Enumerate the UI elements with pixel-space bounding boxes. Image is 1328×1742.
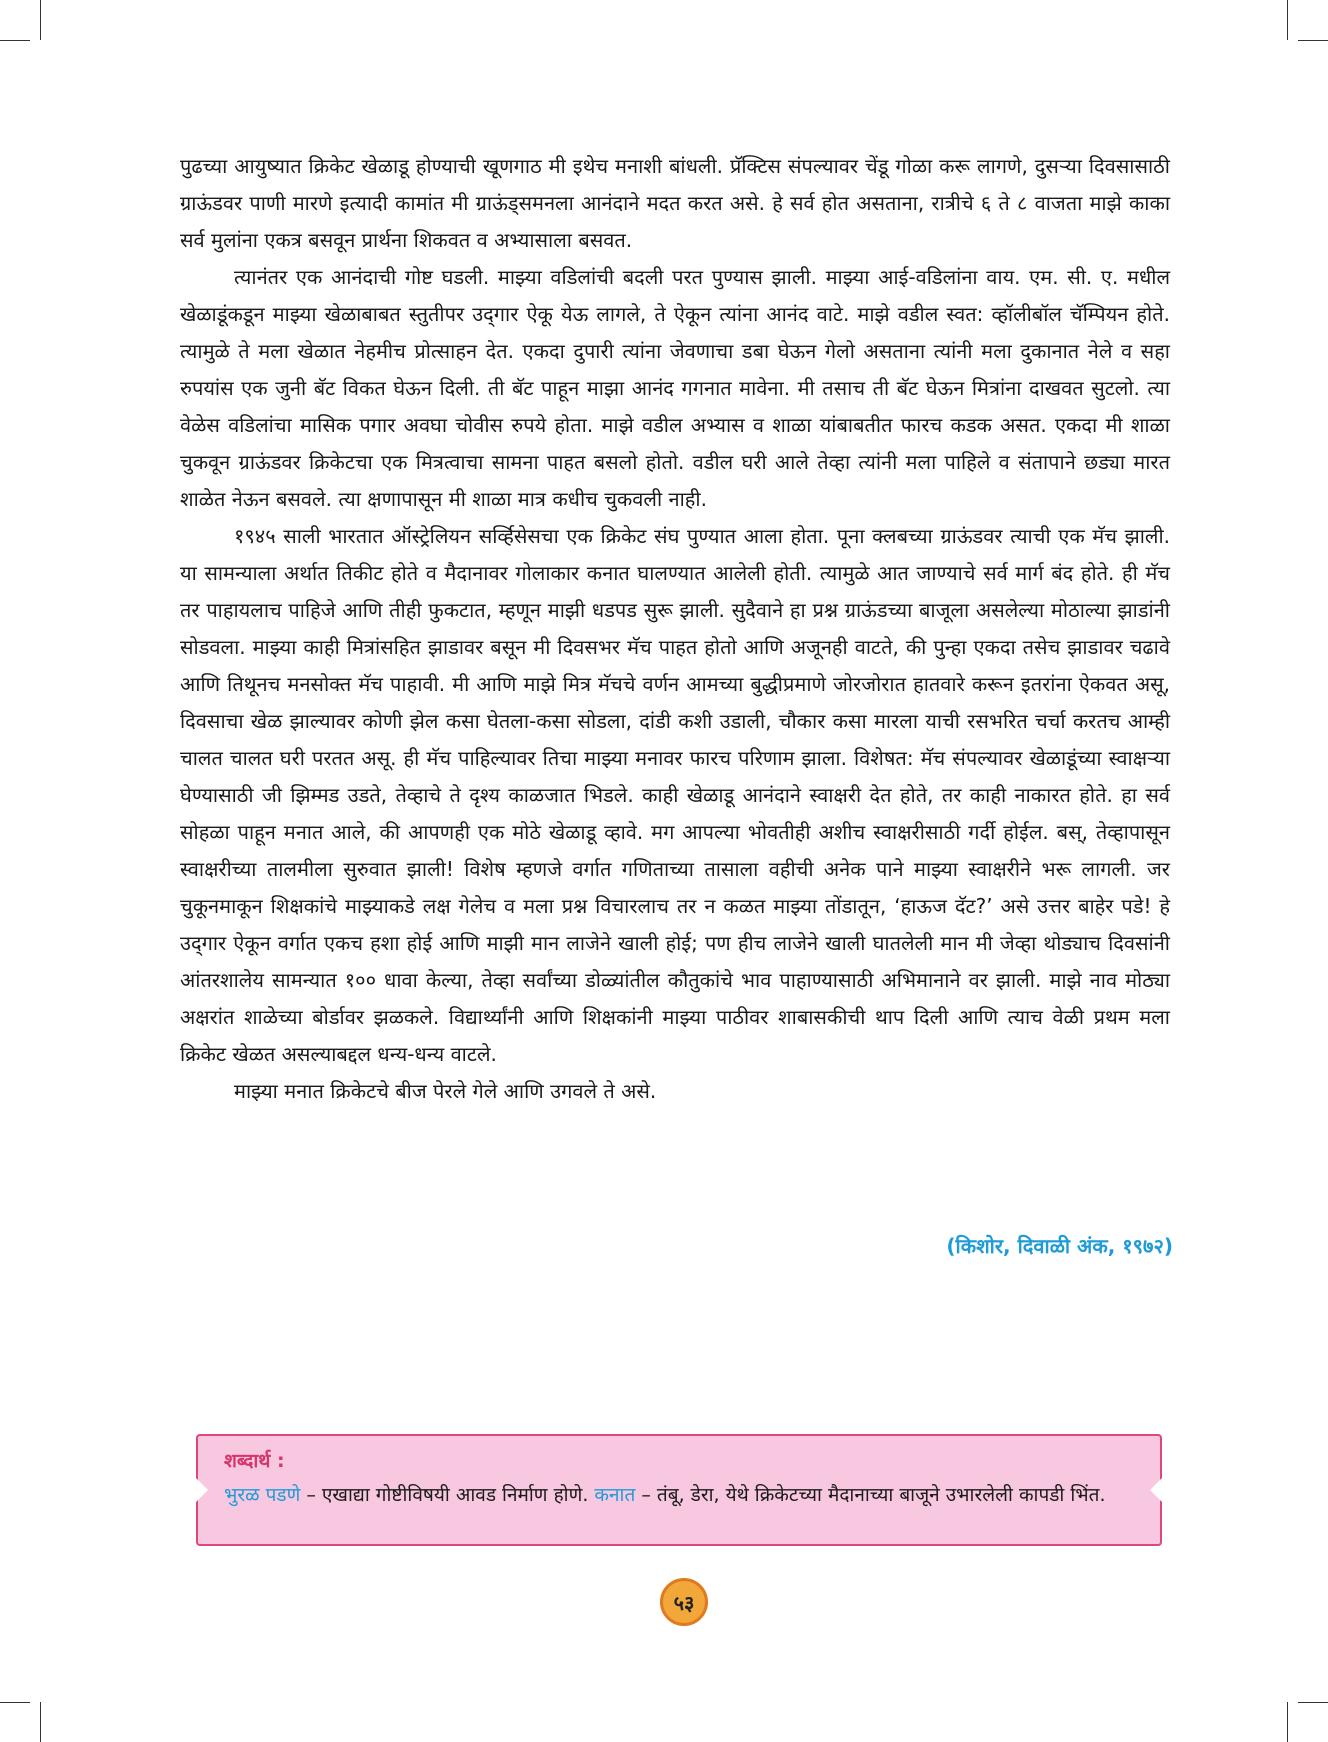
page-number-badge: ५३	[660, 1578, 708, 1626]
source-citation: (किशोर, दिवाळी अंक, १९७२)	[946, 1234, 1173, 1258]
glossary-entries	[224, 1478, 1134, 1512]
glossary-term: कनात	[594, 1484, 636, 1506]
paragraph: माझ्या मनात क्रिकेटचे बीज पेरले गेले आणि उगवले ते असे.	[234, 1079, 657, 1103]
crop-mark	[0, 1702, 30, 1703]
crop-mark	[40, 0, 41, 40]
crop-mark	[1287, 0, 1288, 40]
paragraph: त्यानंतर एक आनंदाची गोष्ट घडली. माझ्या वडिलांची बदली परत पुण्यास झाली. माझ्या आई-वडिलांना वाय. एम. सी. ए. मधील खेळाडूंकडून माझ्या खेळाबाबत स्तुतीपर उद्‌गार ऐकू येऊ लागले, ते ऐकून त्यांना आनंद वाटे. माझे वडील स्वत: व्हॉलीबॉल चॅम्पियन होते. त्यामुळे ते मला खेळात नेहमीच प्रोत्साहन देत. एकदा दुपारी त्यांना जेवणाचा डबा घेऊन गेलो असताना त्यांनी मला दुकानात नेले व सहा रुपयांस एक जुनी बॅट विकत घेऊन दिली. ती बॅट पाहून माझा आनंद गगनात मावेना. मी तसाच ती बॅट घेऊन मित्रांना दाखवत सुटलो. त्या वेळेस वडिलांचा मासिक पगार अवघा चोवीस रुपये होता. माझे वडील अभ्यास व शाळा यांबाबतीत फारच कडक असत. एकदा मी शाळा चुकवून ग्राऊंडवर क्रिकेटचा एक मित्रत्वाचा सामना पाहत बसलो होतो. वडील घरी आले तेव्हा त्यांनी मला पाहिले व संतापाने छड्या मारत शाळेत नेऊन बसवले. त्या क्षणापासून मी शाळा मात्र कधीच चुकवली नाही.	[180, 265, 1170, 511]
glossary-notch	[196, 1478, 208, 1502]
crop-mark	[0, 40, 30, 41]
glossary-definition: – एखाद्या गोष्टीविषयी आवड निर्माण होणे.	[300, 1484, 595, 1506]
crop-mark	[1298, 40, 1328, 41]
crop-mark	[40, 1702, 41, 1742]
glossary-definition: – तंबू, डेरा, येथे क्रिकेटच्या मैदानाच्या बाजूने उभारलेली कापडी भिंत.	[635, 1484, 1106, 1506]
crop-mark	[1287, 1702, 1288, 1742]
body-text	[180, 148, 1170, 1110]
paragraph: पुढच्या आयुष्यात क्रिकेट खेळाडू होण्याची खूणगाठ मी इथेच मनाशी बांधली. प्रॅक्टिस संपल्यावर चेंडू गोळा करू लागणे, दुसऱ्या दिवसासाठी ग्राऊंडवर पाणी मारणे इत्यादी कामांत मी ग्राऊंड्समनला आनंदाने मदत करत असे. हे सर्व होत असताना, रात्रीचे ६ ते ८ वाजता माझे काका सर्व मुलांना एकत्र बसवून प्रार्थना शिकवत व अभ्यासाला बसवत.	[180, 154, 1170, 252]
glossary-title: शब्दार्थ :	[224, 1450, 285, 1472]
glossary-box	[196, 1434, 1162, 1546]
glossary-term: भुरळ पडणे	[224, 1484, 301, 1506]
paragraph: १९४५ साली भारतात ऑस्ट्रेलियन सर्व्हिसेसचा एक क्रिकेट संघ पुण्यात आला होता. पूना क्लबच्या ग्राऊंडवर त्याची एक मॅच झाली. या सामन्याला अर्थात तिकीट होते व मैदानावर गोलाकार कनात घालण्यात आलेली होती. त्यामुळे आत जाण्याचे सर्व मार्ग बंद होते. ही मॅच तर पाहायलाच पाहिजे आणि तीही फुकटात, म्हणून माझी धडपड सुरू झाली. सुदैवाने हा प्रश्न ग्राऊंडच्या बाजूला असलेल्या मोठाल्या झाडांनी सोडवला. माझ्या काही मित्रांसहित झाडावर बसून मी दिवसभर मॅच पाहत होतो आणि अजूनही वाटते, की पुन्हा एकदा तसेच झाडावर चढावे आणि तिथूनच मनसोक्त मॅच पाहावी. मी आणि माझे मित्र मॅचचे वर्णन आमच्या बुद्धीप्रमाणे जोरजोरात हातवारे करून इतरांना ऐकवत असू, दिवसाचा खेळ झाल्यावर कोणी झेल कसा घेतला-कसा सोडला, दांडी कशी उडाली, चौकार कसा मारला याची रसभरित चर्चा करतच आम्ही चालत चालत घरी परतत असू. ही मॅच पाहिल्यावर तिचा माझ्या मनावर फारच परिणाम झाला. विशेषत: मॅच संपल्यावर खेळाडूंच्या स्वाक्षऱ्या घेण्यासाठी जी झिम्मड उडते, तेव्हाचे ते दृश्य काळजात भिडले. काही खेळाडू आनंदाने स्वाक्षरी देत होते, तर काही नाकारत होते. हा सर्व सोहळा पाहून मनात आले, की आपणही एक मोठे खेळाडू व्हावे. मग आपल्या भोवतीही अशीच स्वाक्षरीसाठी गर्दी होईल. बस्, तेव्हापासून स्वाक्षरीच्या तालमीला सुरुवात झाली! विशेष म्हणजे वर्गात गणिताच्या तासाला वहीची अनेक पाने माझ्या स्वाक्षरीने भरू लागली. जर चुकूनमाकून शिक्षकांचे माझ्याकडे लक्ष गेलेच व मला प्रश्न विचारलाच तर न कळत माझ्या तोंडातून, ‘हाऊज दॅट?’ असे उत्तर बाहेर पडे! हे उद्‌गार ऐकून वर्गात एकच हशा होई आणि माझी मान लाजेने खाली होई; पण हीच लाजेने खाली घातलेली मान मी जेव्हा थोड्याच दिवसांनी आंतरशालेय सामन्यात १०० धावा केल्या, तेव्हा सर्वांच्या डोळ्यांतील कौतुकांचे भाव पाहाण्यासाठी अभिमानाने वर झाली. माझे नाव मोठ्या अक्षरांत शाळेच्या बोर्डावर झळकले. विद्यार्थ्यांनी आणि शिक्षकांनी माझ्या पाठीवर शाबासकीची थाप दिली आणि त्याच वेळी प्रथम मला क्रिकेट खेळत असल्याबद्दल धन्य-धन्य वाटले.	[180, 524, 1170, 1066]
crop-mark	[1298, 1702, 1328, 1703]
glossary-notch	[1150, 1478, 1162, 1502]
